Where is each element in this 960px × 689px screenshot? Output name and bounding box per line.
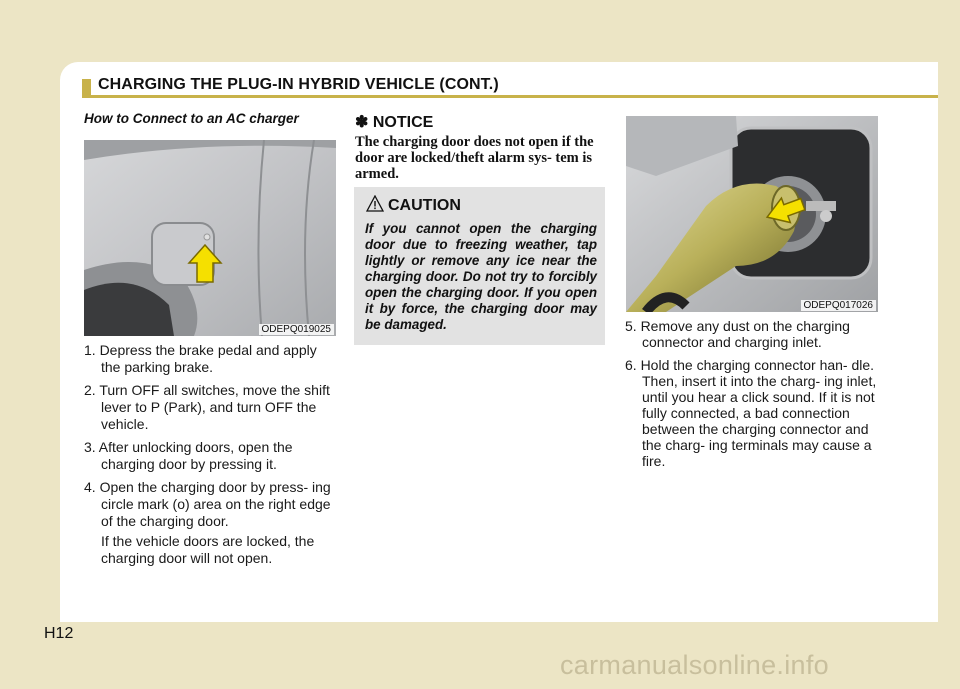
step-4-note: If the vehicle doors are locked, the charging door will not open.: [101, 533, 315, 566]
notice-heading: [355, 112, 433, 132]
charging-connector-photo: [626, 116, 878, 312]
header-underline: [82, 95, 938, 98]
step-6: 6. Hold the charging connector han- dle. Then, insert it into the charg- ing inlet, until you hear a click sound. If it is not fully connected, a bad connection between the charging connector and the charg- ing terminals may cause a fire.: [625, 357, 877, 469]
image-code-label: ODEPQ017026: [801, 300, 877, 311]
caution-title: CAUTION: [388, 197, 461, 214]
car-charging-door-photo: [84, 140, 336, 336]
step-3: 3. After unlocking doors, open the charging door by pressing it.: [84, 439, 293, 472]
step-2: 2. Turn OFF all switches, move the shift lever to P (Park), and turn OFF the vehicle.: [84, 382, 330, 432]
header-accent-block: [82, 79, 91, 95]
subsection-heading: How to Connect to an AC charger: [84, 111, 299, 126]
steps-list-left: [84, 342, 336, 573]
connector-illustration: [626, 116, 878, 312]
notice-title: NOTICE: [372, 114, 434, 131]
section-title: CHARGING THE PLUG-IN HYBRID VEHICLE (CONT.): [98, 76, 499, 93]
caution-box: [354, 187, 605, 345]
steps-list-right: [625, 318, 878, 476]
warning-triangle-icon: [366, 195, 384, 213]
step-5: 5. Remove any dust on the charging connector and charging inlet.: [625, 318, 850, 350]
section-header: [82, 76, 938, 95]
watermark-text: carmanualsonline.info: [560, 650, 829, 680]
notice-symbol: ✽: [355, 114, 369, 131]
caution-text: If you cannot open the charging door due to freezing weather, tap lightly or remove any ice near the charging door. Do not try to forcibly open the charging door. If you open it by force, the charging door may be damaged.: [365, 221, 597, 332]
notice-text: The charging door does not open if the door are locked/theft alarm sys- tem is armed.: [355, 134, 594, 182]
step-1: 1. Depress the brake pedal and apply the parking brake.: [84, 342, 317, 375]
page-number: H12: [44, 625, 74, 642]
image-code-label: ODEPQ019025: [259, 324, 335, 335]
car-side-illustration: [84, 140, 336, 336]
step-4: 4. Open the charging door by press- ing circle mark (o) area on the right edge of the charging door.: [84, 479, 331, 529]
